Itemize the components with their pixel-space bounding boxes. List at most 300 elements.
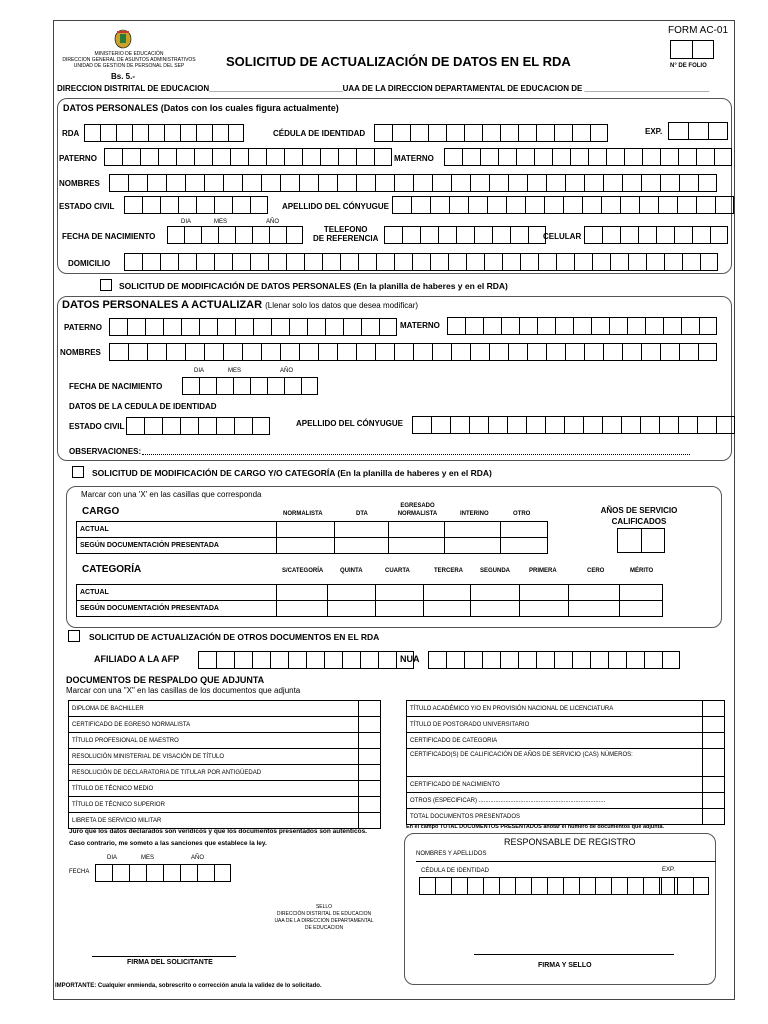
cell[interactable] (424, 585, 471, 601)
input-cell[interactable] (284, 148, 302, 166)
input-cell[interactable] (431, 416, 450, 434)
input-cell[interactable] (715, 196, 734, 214)
materno-boxes[interactable] (444, 148, 732, 166)
input-cell[interactable] (163, 864, 180, 882)
input-cell[interactable] (356, 343, 375, 361)
input-cell[interactable] (641, 343, 660, 361)
input-cell[interactable] (563, 877, 579, 895)
input-cell[interactable] (304, 253, 322, 271)
input-cell[interactable] (432, 174, 451, 192)
exp-boxes[interactable] (661, 877, 709, 895)
input-cell[interactable] (166, 174, 185, 192)
input-cell[interactable] (492, 226, 510, 244)
input-cell[interactable] (198, 651, 216, 669)
input-cell[interactable] (109, 318, 127, 336)
input-cell[interactable] (132, 124, 148, 142)
input-cell[interactable] (402, 226, 420, 244)
input-cell[interactable] (318, 174, 337, 192)
input-cell[interactable] (100, 124, 116, 142)
input-cell[interactable] (602, 416, 621, 434)
input-cell[interactable] (127, 318, 145, 336)
doc-checkbox[interactable] (359, 781, 381, 797)
input-cell[interactable] (289, 318, 307, 336)
input-cell[interactable] (337, 174, 356, 192)
ci-boxes[interactable] (419, 877, 675, 895)
doc-checkbox[interactable] (359, 797, 381, 813)
input-cell[interactable] (197, 864, 214, 882)
input-cell[interactable] (570, 148, 588, 166)
input-cell[interactable] (124, 253, 142, 271)
input-cell[interactable] (164, 124, 180, 142)
input-cell[interactable] (374, 124, 392, 142)
input-cell[interactable] (142, 253, 160, 271)
input-cell[interactable] (584, 343, 603, 361)
input-cell[interactable] (500, 651, 518, 669)
apellido-boxes[interactable] (412, 416, 735, 434)
anios-boxes[interactable] (617, 528, 665, 553)
input-cell[interactable] (320, 148, 338, 166)
input-cell[interactable] (451, 174, 470, 192)
input-cell[interactable] (677, 877, 693, 895)
input-cell[interactable] (266, 148, 284, 166)
input-cell[interactable] (394, 343, 413, 361)
input-cell[interactable] (643, 877, 659, 895)
input-cell[interactable] (178, 196, 196, 214)
input-cell[interactable] (378, 651, 396, 669)
nua-boxes[interactable] (428, 651, 680, 669)
doc-checkbox[interactable] (703, 701, 725, 717)
input-cell[interactable] (482, 651, 500, 669)
update-docs-checkbox[interactable] (68, 630, 80, 642)
input-cell[interactable] (199, 377, 216, 395)
input-cell[interactable] (198, 417, 216, 435)
input-cell[interactable] (534, 148, 552, 166)
input-cell[interactable] (662, 651, 680, 669)
input-cell[interactable] (376, 253, 394, 271)
input-cell[interactable] (538, 253, 556, 271)
input-cell[interactable] (214, 196, 232, 214)
input-cell[interactable] (128, 174, 147, 192)
input-cell[interactable] (699, 317, 717, 335)
input-cell[interactable] (242, 174, 261, 192)
input-cell[interactable] (204, 174, 223, 192)
input-cell[interactable] (688, 122, 708, 140)
cell[interactable] (501, 538, 548, 554)
input-cell[interactable] (185, 343, 204, 361)
input-cell[interactable] (280, 174, 299, 192)
input-cell[interactable] (679, 174, 698, 192)
input-cell[interactable] (374, 148, 392, 166)
input-cell[interactable] (467, 877, 483, 895)
input-cell[interactable] (232, 253, 250, 271)
input-cell[interactable] (228, 124, 244, 142)
cell[interactable] (277, 538, 335, 554)
input-cell[interactable] (482, 124, 500, 142)
input-cell[interactable] (620, 196, 639, 214)
input-cell[interactable] (609, 317, 627, 335)
input-cell[interactable] (554, 124, 572, 142)
input-cell[interactable] (428, 124, 446, 142)
doc-checkbox[interactable] (359, 749, 381, 765)
cell[interactable] (471, 601, 520, 617)
input-cell[interactable] (470, 174, 489, 192)
input-cell[interactable] (470, 343, 489, 361)
input-cell[interactable] (628, 253, 646, 271)
input-cell[interactable] (526, 416, 545, 434)
input-cell[interactable] (644, 651, 662, 669)
input-cell[interactable] (214, 864, 231, 882)
input-cell[interactable] (166, 343, 185, 361)
input-cell[interactable] (181, 318, 199, 336)
telefono-boxes[interactable] (384, 226, 546, 244)
input-cell[interactable] (394, 253, 412, 271)
doc-checkbox[interactable] (703, 733, 725, 749)
input-cell[interactable] (572, 651, 590, 669)
nombres-boxes[interactable] (109, 174, 717, 192)
input-cell[interactable] (214, 253, 232, 271)
input-cell[interactable] (554, 651, 572, 669)
input-cell[interactable] (582, 196, 601, 214)
input-cell[interactable] (487, 196, 506, 214)
input-cell[interactable] (678, 148, 696, 166)
input-cell[interactable] (573, 317, 591, 335)
nombres-line[interactable] (416, 861, 716, 862)
input-cell[interactable] (488, 416, 507, 434)
cell[interactable] (620, 585, 663, 601)
input-cell[interactable] (693, 877, 709, 895)
input-cell[interactable] (555, 317, 573, 335)
fecha-boxes[interactable] (182, 377, 318, 395)
doc-checkbox[interactable] (359, 765, 381, 781)
input-cell[interactable] (84, 124, 100, 142)
input-cell[interactable] (464, 124, 482, 142)
input-cell[interactable] (180, 124, 196, 142)
ci-boxes[interactable] (374, 124, 608, 142)
input-cell[interactable] (104, 148, 122, 166)
input-cell[interactable] (626, 651, 644, 669)
cell[interactable] (620, 601, 663, 617)
input-cell[interactable] (160, 196, 178, 214)
input-cell[interactable] (668, 122, 688, 140)
input-cell[interactable] (286, 226, 303, 244)
input-cell[interactable] (116, 124, 132, 142)
cell[interactable] (445, 538, 501, 554)
input-cell[interactable] (462, 148, 480, 166)
input-cell[interactable] (451, 877, 467, 895)
cell[interactable] (471, 585, 520, 601)
input-cell[interactable] (546, 174, 565, 192)
input-cell[interactable] (590, 651, 608, 669)
input-cell[interactable] (501, 317, 519, 335)
input-cell[interactable] (223, 343, 242, 361)
input-cell[interactable] (698, 343, 717, 361)
input-cell[interactable] (253, 318, 271, 336)
input-cell[interactable] (465, 317, 483, 335)
input-cell[interactable] (252, 226, 269, 244)
input-cell[interactable] (216, 417, 234, 435)
input-cell[interactable] (306, 651, 324, 669)
input-cell[interactable] (449, 196, 468, 214)
input-cell[interactable] (446, 651, 464, 669)
input-cell[interactable] (682, 253, 700, 271)
input-cell[interactable] (642, 148, 660, 166)
mod-cargo-checkbox[interactable] (72, 466, 84, 478)
cell[interactable] (376, 601, 424, 617)
input-cell[interactable] (484, 253, 502, 271)
input-cell[interactable] (128, 343, 147, 361)
input-cell[interactable] (696, 148, 714, 166)
cell[interactable] (501, 522, 548, 538)
cell[interactable] (569, 585, 620, 601)
paterno-boxes[interactable] (104, 148, 392, 166)
cell[interactable] (520, 601, 569, 617)
input-cell[interactable] (518, 124, 536, 142)
input-cell[interactable] (601, 196, 620, 214)
input-cell[interactable] (506, 196, 525, 214)
input-cell[interactable] (564, 416, 583, 434)
input-cell[interactable] (692, 226, 710, 244)
input-cell[interactable] (338, 148, 356, 166)
input-cell[interactable] (518, 651, 536, 669)
fecha-boxes[interactable] (167, 226, 303, 244)
input-cell[interactable] (546, 343, 565, 361)
input-cell[interactable] (252, 417, 270, 435)
exp-boxes[interactable] (668, 122, 728, 140)
doc-checkbox[interactable] (703, 717, 725, 733)
input-cell[interactable] (392, 124, 410, 142)
input-cell[interactable] (140, 148, 158, 166)
input-cell[interactable] (271, 318, 289, 336)
input-cell[interactable] (126, 417, 144, 435)
input-cell[interactable] (280, 343, 299, 361)
input-cell[interactable] (563, 196, 582, 214)
input-cell[interactable] (302, 148, 320, 166)
input-cell[interactable] (392, 196, 411, 214)
doc-checkbox[interactable] (359, 717, 381, 733)
cell[interactable] (335, 522, 389, 538)
input-cell[interactable] (516, 148, 534, 166)
input-cell[interactable] (412, 253, 430, 271)
input-cell[interactable] (627, 877, 643, 895)
input-cell[interactable] (148, 124, 164, 142)
input-cell[interactable] (645, 317, 663, 335)
input-cell[interactable] (466, 253, 484, 271)
input-cell[interactable] (235, 318, 253, 336)
input-cell[interactable] (124, 196, 142, 214)
input-cell[interactable] (499, 877, 515, 895)
fecha-boxes[interactable] (95, 864, 231, 882)
cell[interactable] (424, 601, 471, 617)
input-cell[interactable] (483, 877, 499, 895)
input-cell[interactable] (507, 416, 526, 434)
input-cell[interactable] (375, 343, 394, 361)
input-cell[interactable] (620, 226, 638, 244)
input-cell[interactable] (444, 148, 462, 166)
input-cell[interactable] (639, 196, 658, 214)
input-cell[interactable] (622, 343, 641, 361)
doc-checkbox[interactable] (703, 749, 725, 777)
input-cell[interactable] (663, 317, 681, 335)
input-cell[interactable] (204, 343, 223, 361)
input-cell[interactable] (552, 148, 570, 166)
input-cell[interactable] (233, 377, 250, 395)
cell[interactable] (277, 601, 328, 617)
input-cell[interactable] (565, 343, 584, 361)
input-cell[interactable] (574, 253, 592, 271)
input-cell[interactable] (696, 196, 715, 214)
input-cell[interactable] (147, 343, 166, 361)
input-cell[interactable] (716, 416, 735, 434)
input-cell[interactable] (250, 196, 268, 214)
input-cell[interactable] (531, 877, 547, 895)
input-cell[interactable] (714, 148, 732, 166)
input-cell[interactable] (410, 124, 428, 142)
input-cell[interactable] (269, 226, 286, 244)
input-cell[interactable] (430, 253, 448, 271)
input-cell[interactable] (299, 343, 318, 361)
input-cell[interactable] (697, 416, 716, 434)
apellido-boxes[interactable] (392, 196, 734, 214)
input-cell[interactable] (710, 226, 728, 244)
input-cell[interactable] (527, 343, 546, 361)
input-cell[interactable] (448, 253, 466, 271)
doc-checkbox[interactable] (703, 793, 725, 809)
input-cell[interactable] (394, 174, 413, 192)
input-cell[interactable] (660, 174, 679, 192)
input-cell[interactable] (342, 651, 360, 669)
estado-boxes[interactable] (126, 417, 270, 435)
input-cell[interactable] (379, 318, 397, 336)
cell[interactable] (277, 585, 328, 601)
cell[interactable] (328, 585, 376, 601)
input-cell[interactable] (267, 377, 284, 395)
input-cell[interactable] (299, 174, 318, 192)
input-cell[interactable] (340, 253, 358, 271)
input-cell[interactable] (536, 124, 554, 142)
input-cell[interactable] (464, 651, 482, 669)
input-cell[interactable] (413, 343, 432, 361)
input-cell[interactable] (375, 174, 394, 192)
input-cell[interactable] (708, 122, 728, 140)
input-cell[interactable] (196, 124, 212, 142)
input-cell[interactable] (178, 253, 196, 271)
input-cell[interactable] (325, 318, 343, 336)
input-cell[interactable] (611, 877, 627, 895)
input-cell[interactable] (664, 253, 682, 271)
input-cell[interactable] (677, 196, 696, 214)
input-cell[interactable] (590, 124, 608, 142)
input-cell[interactable] (129, 864, 146, 882)
input-cell[interactable] (248, 148, 266, 166)
input-cell[interactable] (234, 651, 252, 669)
input-cell[interactable] (641, 174, 660, 192)
input-cell[interactable] (670, 40, 692, 59)
input-cell[interactable] (681, 317, 699, 335)
firma-sello-line[interactable] (474, 954, 674, 955)
cell[interactable] (277, 522, 335, 538)
input-cell[interactable] (301, 377, 318, 395)
firma-solicitante-line[interactable] (92, 956, 236, 957)
input-cell[interactable] (469, 416, 488, 434)
input-cell[interactable] (527, 174, 546, 192)
cell[interactable] (389, 538, 445, 554)
cell[interactable] (445, 522, 501, 538)
input-cell[interactable] (602, 226, 620, 244)
input-cell[interactable] (419, 877, 435, 895)
input-cell[interactable] (572, 124, 590, 142)
input-cell[interactable] (547, 877, 563, 895)
input-cell[interactable] (700, 253, 718, 271)
obs-line[interactable] (142, 454, 690, 455)
input-cell[interactable] (184, 226, 201, 244)
paterno-boxes[interactable] (109, 318, 397, 336)
input-cell[interactable] (591, 317, 609, 335)
input-cell[interactable] (438, 226, 456, 244)
input-cell[interactable] (162, 417, 180, 435)
input-cell[interactable] (656, 226, 674, 244)
input-cell[interactable] (678, 416, 697, 434)
input-cell[interactable] (286, 253, 304, 271)
input-cell[interactable] (500, 124, 518, 142)
cell[interactable] (376, 585, 424, 601)
input-cell[interactable] (196, 253, 214, 271)
input-cell[interactable] (603, 343, 622, 361)
input-cell[interactable] (622, 174, 641, 192)
input-cell[interactable] (95, 864, 112, 882)
doc-checkbox[interactable] (703, 777, 725, 793)
input-cell[interactable] (180, 417, 198, 435)
input-cell[interactable] (489, 174, 508, 192)
input-cell[interactable] (235, 226, 252, 244)
input-cell[interactable] (250, 253, 268, 271)
input-cell[interactable] (343, 318, 361, 336)
domicilio-boxes[interactable] (124, 253, 718, 271)
input-cell[interactable] (268, 253, 286, 271)
input-cell[interactable] (261, 343, 280, 361)
input-cell[interactable] (659, 416, 678, 434)
input-cell[interactable] (176, 148, 194, 166)
input-cell[interactable] (270, 651, 288, 669)
input-cell[interactable] (679, 343, 698, 361)
celular-boxes[interactable] (584, 226, 728, 244)
input-cell[interactable] (284, 377, 301, 395)
input-cell[interactable] (450, 416, 469, 434)
input-cell[interactable] (627, 317, 645, 335)
input-cell[interactable] (324, 651, 342, 669)
input-cell[interactable] (432, 343, 451, 361)
input-cell[interactable] (698, 174, 717, 192)
input-cell[interactable] (435, 877, 451, 895)
mod-personal-checkbox[interactable] (100, 279, 112, 291)
input-cell[interactable] (142, 196, 160, 214)
input-cell[interactable] (544, 196, 563, 214)
input-cell[interactable] (646, 253, 664, 271)
input-cell[interactable] (199, 318, 217, 336)
input-cell[interactable] (608, 651, 626, 669)
input-cell[interactable] (489, 343, 508, 361)
input-cell[interactable] (411, 196, 430, 214)
input-cell[interactable] (420, 226, 438, 244)
input-cell[interactable] (322, 253, 340, 271)
input-cell[interactable] (109, 343, 128, 361)
input-cell[interactable] (660, 148, 678, 166)
input-cell[interactable] (360, 651, 378, 669)
input-cell[interactable] (508, 343, 527, 361)
input-cell[interactable] (537, 317, 555, 335)
input-cell[interactable] (624, 148, 642, 166)
doc-checkbox[interactable] (359, 813, 381, 829)
input-cell[interactable] (318, 343, 337, 361)
